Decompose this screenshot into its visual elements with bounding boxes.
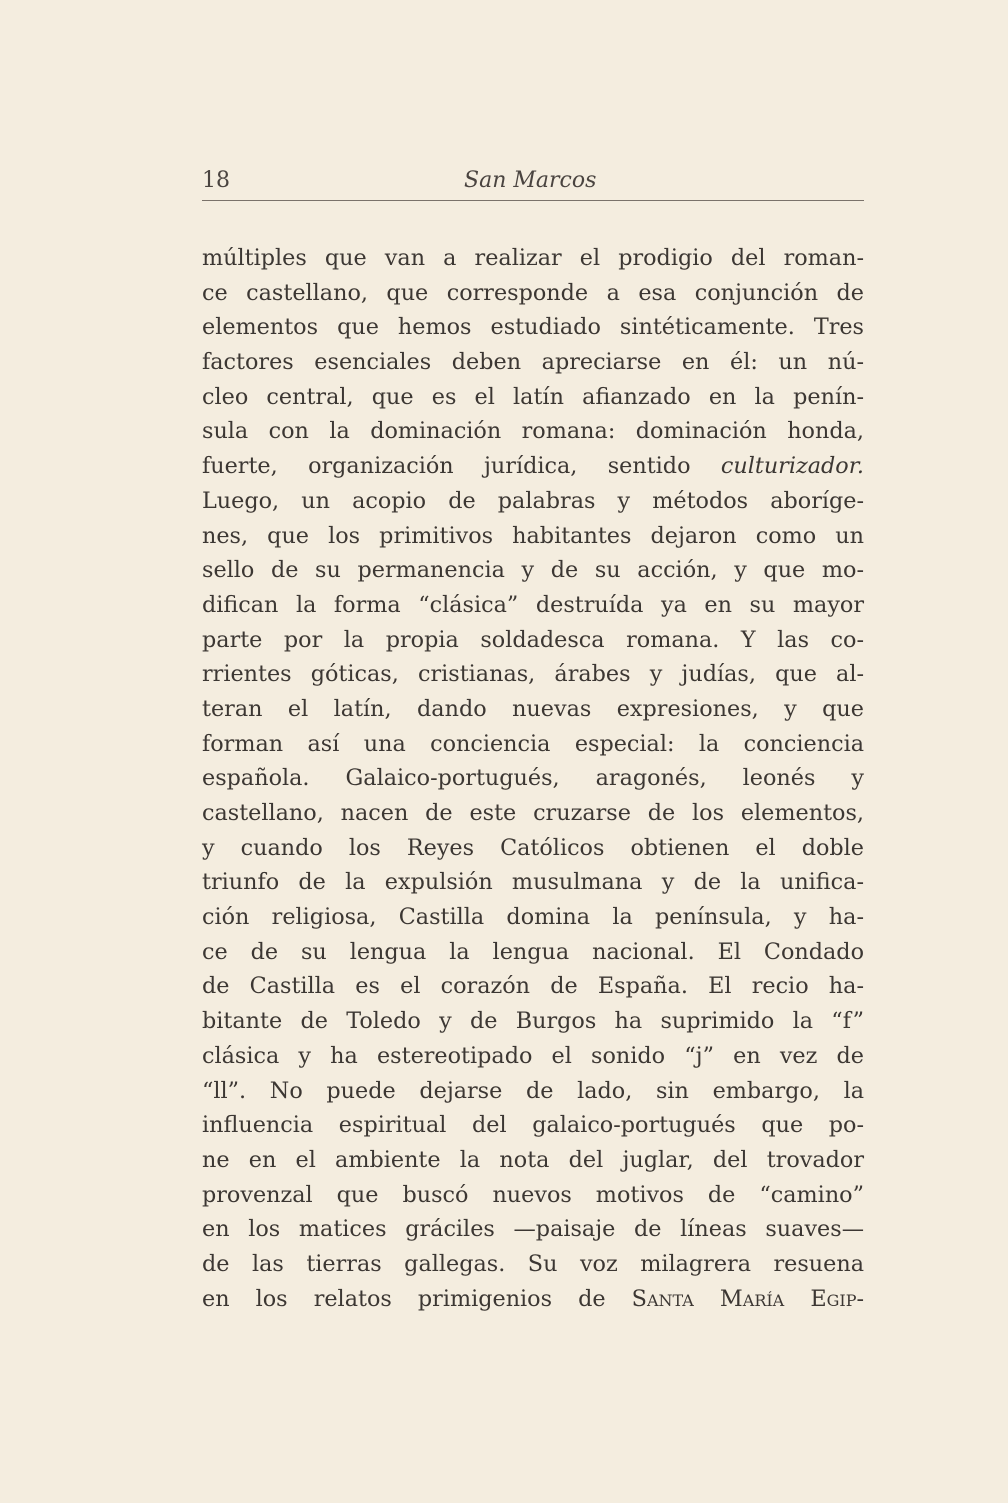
text-line: ne en el ambiente la nota del juglar, del trovador bbox=[202, 1146, 864, 1173]
text-line: ción religiosa, Castilla domina la península, y ha- bbox=[202, 904, 864, 931]
text-line: parte por la propia soldadesca romana. Y las co- bbox=[202, 626, 864, 653]
text-line: española. Galaico-portugués, aragonés, leonés y bbox=[202, 765, 864, 792]
text-line: cleo central, que es el latín afianzado en la penín- bbox=[202, 383, 864, 410]
text-line: sello de su permanencia y de su acción, y que mo- bbox=[202, 557, 864, 584]
text-line: múltiples que van a realizar el prodigio del roman- bbox=[202, 245, 864, 271]
text-line: sula con la dominación romana: dominación honda, bbox=[202, 418, 864, 445]
text-line: teran el latín, dando nuevas expresiones, y que bbox=[202, 695, 864, 722]
text-line: y cuando los Reyes Católicos obtienen el doble bbox=[202, 834, 864, 861]
text-line bbox=[202, 449, 864, 484]
small-caps-title: Santa María Egip- bbox=[631, 1285, 864, 1312]
text-segment: fuerte, organización jurídica, sentido bbox=[202, 453, 691, 480]
text-line: clásica y ha estereotipado el sonido “j” en vez de bbox=[202, 1042, 864, 1069]
text-line: “ll”. No puede dejarse de lado, sin embargo, la bbox=[202, 1077, 864, 1104]
text-line: rrientes góticas, cristianas, árabes y judías, que al- bbox=[202, 661, 864, 688]
text-line: difican la forma “clásica” destruída ya en su mayor bbox=[202, 591, 864, 618]
page-number: 18 bbox=[202, 168, 230, 193]
text-line: influencia espiritual del galaico-portugués que po- bbox=[202, 1112, 864, 1139]
text-line: de las tierras gallegas. Su voz milagrera resuena bbox=[202, 1250, 864, 1277]
italic-word: culturizador. bbox=[720, 453, 864, 480]
running-title: San Marcos bbox=[464, 168, 597, 193]
text-line: castellano, nacen de este cruzarse de los elementos, bbox=[202, 800, 864, 826]
text-line: elementos que hemos estudiado sintéticamente. Tres bbox=[202, 314, 864, 341]
text-line: Luego, un acopio de palabras y métodos aboríge- bbox=[202, 487, 864, 514]
text-line: en los matices gráciles —paisaje de líneas suaves— bbox=[202, 1216, 864, 1243]
text-line: ce castellano, que corresponde a esa conjunción de bbox=[202, 279, 864, 306]
text-line: provenzal que buscó nuevos motivos de “camino” bbox=[202, 1181, 864, 1208]
text-line: ce de su lengua la lengua nacional. El Condado bbox=[202, 938, 864, 965]
text-line: factores esenciales deben apreciarse en él: un nú- bbox=[202, 349, 864, 376]
text-line bbox=[202, 1282, 864, 1317]
text-segment: en los relatos primigenios de bbox=[202, 1285, 606, 1312]
header-rule bbox=[202, 200, 864, 201]
text-line: nes, que los primitivos habitantes dejaron como un bbox=[202, 522, 864, 549]
running-head bbox=[202, 164, 864, 198]
text-line: triunfo de la expulsión musulmana y de la unifica- bbox=[202, 869, 864, 896]
text-line: de Castilla es el corazón de España. El recio ha- bbox=[202, 973, 864, 1000]
text-line: bitante de Toledo y de Burgos ha suprimido la “f” bbox=[202, 1008, 864, 1035]
body-text bbox=[202, 241, 864, 1316]
text-line: forman así una conciencia especial: la conciencia bbox=[202, 730, 864, 757]
